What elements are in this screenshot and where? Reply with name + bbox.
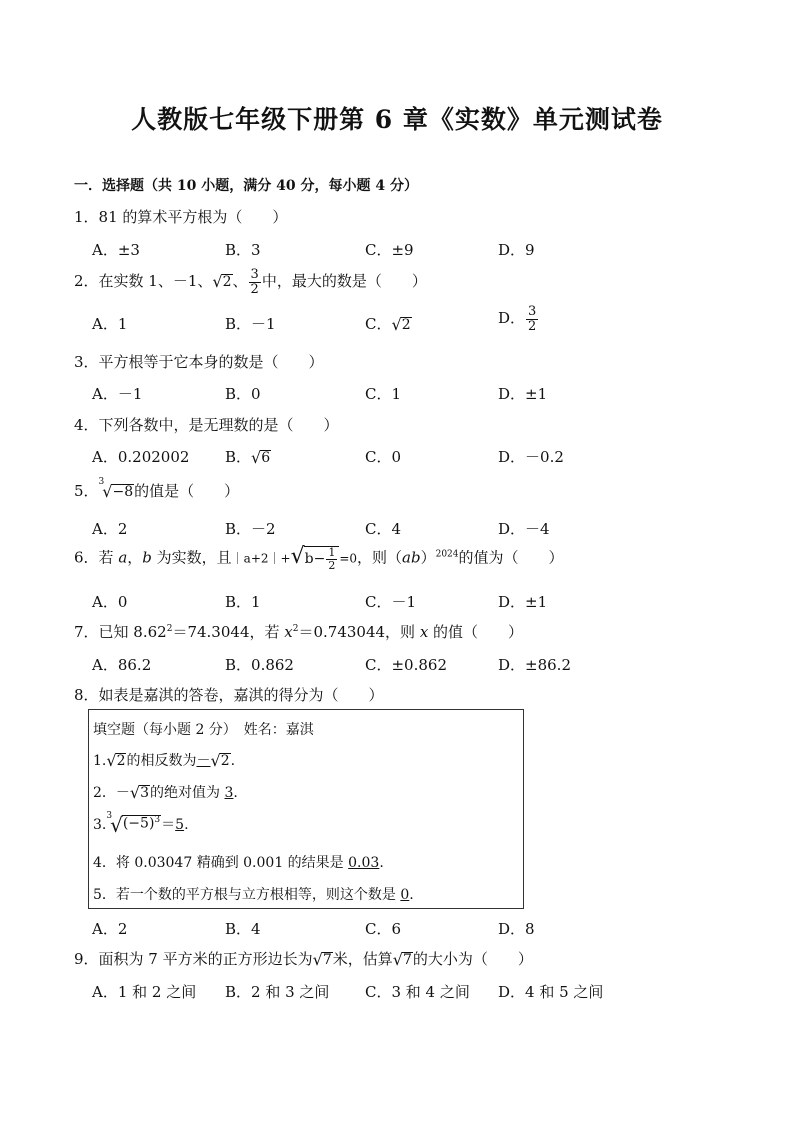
question-9-text: 9．面积为 7 平方米的正方形边长为: [74, 950, 313, 968]
option-b: B．－2: [225, 520, 276, 538]
question-7-mid: ＝74.3044，若: [172, 623, 285, 641]
option-b: B．3: [225, 241, 261, 259]
question-9: [74, 948, 533, 969]
period: .: [230, 753, 236, 769]
option-d: D．4 和 5 之间: [498, 983, 604, 1001]
option-d: D．8: [498, 920, 535, 938]
period: .: [184, 817, 189, 833]
option-c: [365, 313, 412, 334]
question-5-options: [92, 518, 712, 542]
period: .: [409, 887, 414, 903]
sqrt-expression: √ 2: [106, 750, 126, 770]
option-b: B．2 和 3 之间: [225, 983, 330, 1001]
option-c: C．－1: [365, 593, 417, 611]
question-2-options: [92, 304, 712, 337]
radicand-base: (−5): [122, 815, 155, 832]
root-index: 3: [106, 811, 113, 821]
question-1-options: [92, 239, 712, 263]
close-paren: ）: [420, 548, 436, 567]
answer: 0: [400, 887, 410, 903]
option-label: B．: [225, 448, 252, 466]
root-index: 3: [98, 477, 105, 487]
cube-root-expression: √ $(-5)^3$: [110, 813, 161, 837]
answer-line-1: [93, 750, 235, 770]
option-label: D．: [498, 309, 526, 328]
product-ab: ab: [402, 548, 421, 567]
exponent: 2: [166, 624, 173, 634]
radicand: 2: [401, 316, 411, 333]
absolute-value-term: ｜a+2｜+: [231, 551, 291, 566]
radicand-text: b−: [304, 551, 326, 568]
question-9-mid: 米，估算: [332, 950, 393, 968]
radicand: −8: [112, 483, 134, 500]
exponent: 3: [154, 815, 161, 825]
answer-sign: －: [196, 753, 211, 769]
option-c: C．6: [365, 920, 402, 938]
option-a: A．0.202002: [92, 448, 190, 466]
option-d: D．－4: [498, 520, 550, 538]
fraction: [326, 547, 337, 571]
option-d: D．9: [498, 241, 535, 259]
question-number: 5．: [74, 482, 99, 500]
question-7-options: [92, 654, 712, 678]
page-title: 人教版七年级下册第 6 章《实数》单元测试卷: [131, 105, 663, 134]
line-number: 2．－: [93, 785, 130, 801]
answer-sheet-box: [88, 709, 524, 909]
option-a: A．1: [92, 315, 128, 333]
question-3-options: [92, 383, 712, 407]
question-6-options: [92, 591, 712, 615]
sqrt-expression: √ 2: [210, 750, 230, 770]
line-text: 4．将 0.03047 精确到 0.001 的结果是: [93, 855, 349, 871]
question-6: [74, 546, 564, 571]
question-6-tail: 的值为（ ）: [458, 548, 564, 567]
sqrt-expression: √ 2: [212, 271, 232, 291]
equals-zero: =0: [339, 551, 358, 566]
fraction: [526, 305, 538, 333]
question-5-tail: 的值是（ ）: [134, 482, 240, 500]
question-4: 4．下列各数中，是无理数的是（ ）: [74, 416, 339, 434]
sqrt-expression: √ 6: [251, 447, 271, 467]
option-b: B．1: [225, 593, 261, 611]
option-d: [498, 305, 539, 333]
question-2-text: 2．在实数 1、－1、: [74, 272, 213, 291]
radicand: 2: [222, 273, 232, 290]
answer: 5: [175, 817, 185, 833]
radicand: 7: [322, 951, 332, 968]
separator: 、: [232, 272, 248, 291]
question-2-tail: 中，最大的数是（ ）: [261, 272, 427, 291]
option-b: B．4: [225, 920, 261, 938]
line-text: 5．若一个数的平方根与立方根相等，则这个数是: [93, 887, 401, 903]
answer-line-3: [93, 811, 189, 837]
option-label: C．: [365, 315, 392, 333]
variable-a: a: [118, 548, 128, 567]
sqrt-expression: √ 7: [392, 949, 412, 969]
option-c: C．±0.862: [365, 656, 447, 674]
option-b: [225, 446, 271, 467]
question-7-tail: 的值（ ）: [428, 623, 524, 641]
radicand: 6: [261, 449, 271, 466]
question-7-mid2: ＝0.743044，则: [298, 623, 420, 641]
option-b: B．－1: [225, 315, 276, 333]
question-1: 1．81 的算术平方根为（ ）: [74, 208, 288, 226]
question-3: 3．平方根等于它本身的数是（ ）: [74, 353, 324, 371]
radicand: [304, 546, 340, 571]
question-8: 8．如表是嘉淇的答卷，嘉淇的得分为（ ）: [74, 686, 384, 704]
option-d: D．±1: [498, 593, 548, 611]
option-b: B．0: [225, 385, 261, 403]
sqrt-expression: √ 7: [312, 949, 332, 969]
variable-x: x: [419, 623, 429, 641]
period: .: [233, 785, 238, 801]
question-9-tail: 的大小为（ ）: [412, 950, 533, 968]
option-c: C．3 和 4 之间: [365, 983, 470, 1001]
option-a: A．2: [92, 520, 128, 538]
answer: [196, 750, 230, 770]
radicand: 7: [402, 951, 412, 968]
line-text: 的相反数为: [126, 753, 197, 769]
variable-x: x: [284, 623, 293, 641]
question-7: [74, 621, 523, 642]
option-a: A．－1: [92, 385, 143, 403]
cube-root-expression: √ −8: [102, 481, 134, 501]
exponent: 2: [292, 624, 299, 634]
radicand: 3: [140, 784, 150, 801]
option-a: A．0: [92, 593, 128, 611]
option-c: C．±9: [365, 241, 414, 259]
option-a: A．1 和 2 之间: [92, 983, 197, 1001]
question-2: [74, 268, 427, 296]
option-a: A．±3: [92, 241, 140, 259]
question-9-options: [92, 981, 712, 1005]
fraction: [249, 268, 261, 296]
question-8-options: [92, 918, 712, 942]
section-heading: 一．选择题（共 10 小题，满分 40 分，每小题 4 分）: [74, 178, 418, 194]
answer-line-2: [93, 782, 238, 802]
answer: 3: [224, 785, 234, 801]
line-number: 1.: [93, 753, 107, 769]
exponent: 2024: [435, 549, 459, 560]
option-c: C．1: [365, 385, 402, 403]
question-5: [74, 477, 240, 501]
comma: ，: [127, 548, 143, 567]
denominator: 2: [328, 558, 336, 572]
numerator: 3: [528, 304, 537, 319]
equals: ＝: [161, 817, 176, 833]
radicand: 2: [116, 752, 126, 769]
question-4-options: [92, 446, 712, 470]
sqrt-expression: √ b− $\frac{1}{2}$: [291, 546, 340, 571]
answer-line-5: [93, 884, 414, 904]
answer-line-4: [93, 852, 384, 872]
answer: 0.03: [348, 855, 380, 871]
numerator: 1: [328, 546, 336, 559]
denominator: 2: [250, 281, 259, 297]
radicand: 2: [220, 752, 230, 769]
option-d: D．±86.2: [498, 656, 571, 674]
denominator: 2: [528, 318, 537, 334]
option-a: A．86.2: [92, 656, 152, 674]
question-7-text: 7．已知 8.62: [74, 623, 167, 641]
option-d: D．－0.2: [498, 448, 564, 466]
sqrt-expression: √ 2: [391, 314, 411, 334]
answer-sheet-header: 填空题（每小题 2 分） 姓名：嘉淇: [93, 722, 314, 738]
option-c: C．0: [365, 448, 402, 466]
line-text: 的绝对值为: [150, 785, 225, 801]
option-a: A．2: [92, 920, 128, 938]
sqrt-expression: √ 3: [129, 782, 150, 802]
variable-b: b: [142, 548, 152, 567]
radicand: [122, 815, 161, 835]
question-6-then: ，则（: [357, 548, 403, 567]
question-6-text: 为实数，且: [151, 548, 232, 567]
option-d: D．±1: [498, 385, 548, 403]
period: .: [379, 855, 384, 871]
option-c: C．4: [365, 520, 402, 538]
line-number: 3.: [93, 817, 107, 833]
question-number: 6．若: [74, 548, 119, 567]
option-b: B．0.862: [225, 656, 294, 674]
numerator: 3: [250, 267, 259, 282]
